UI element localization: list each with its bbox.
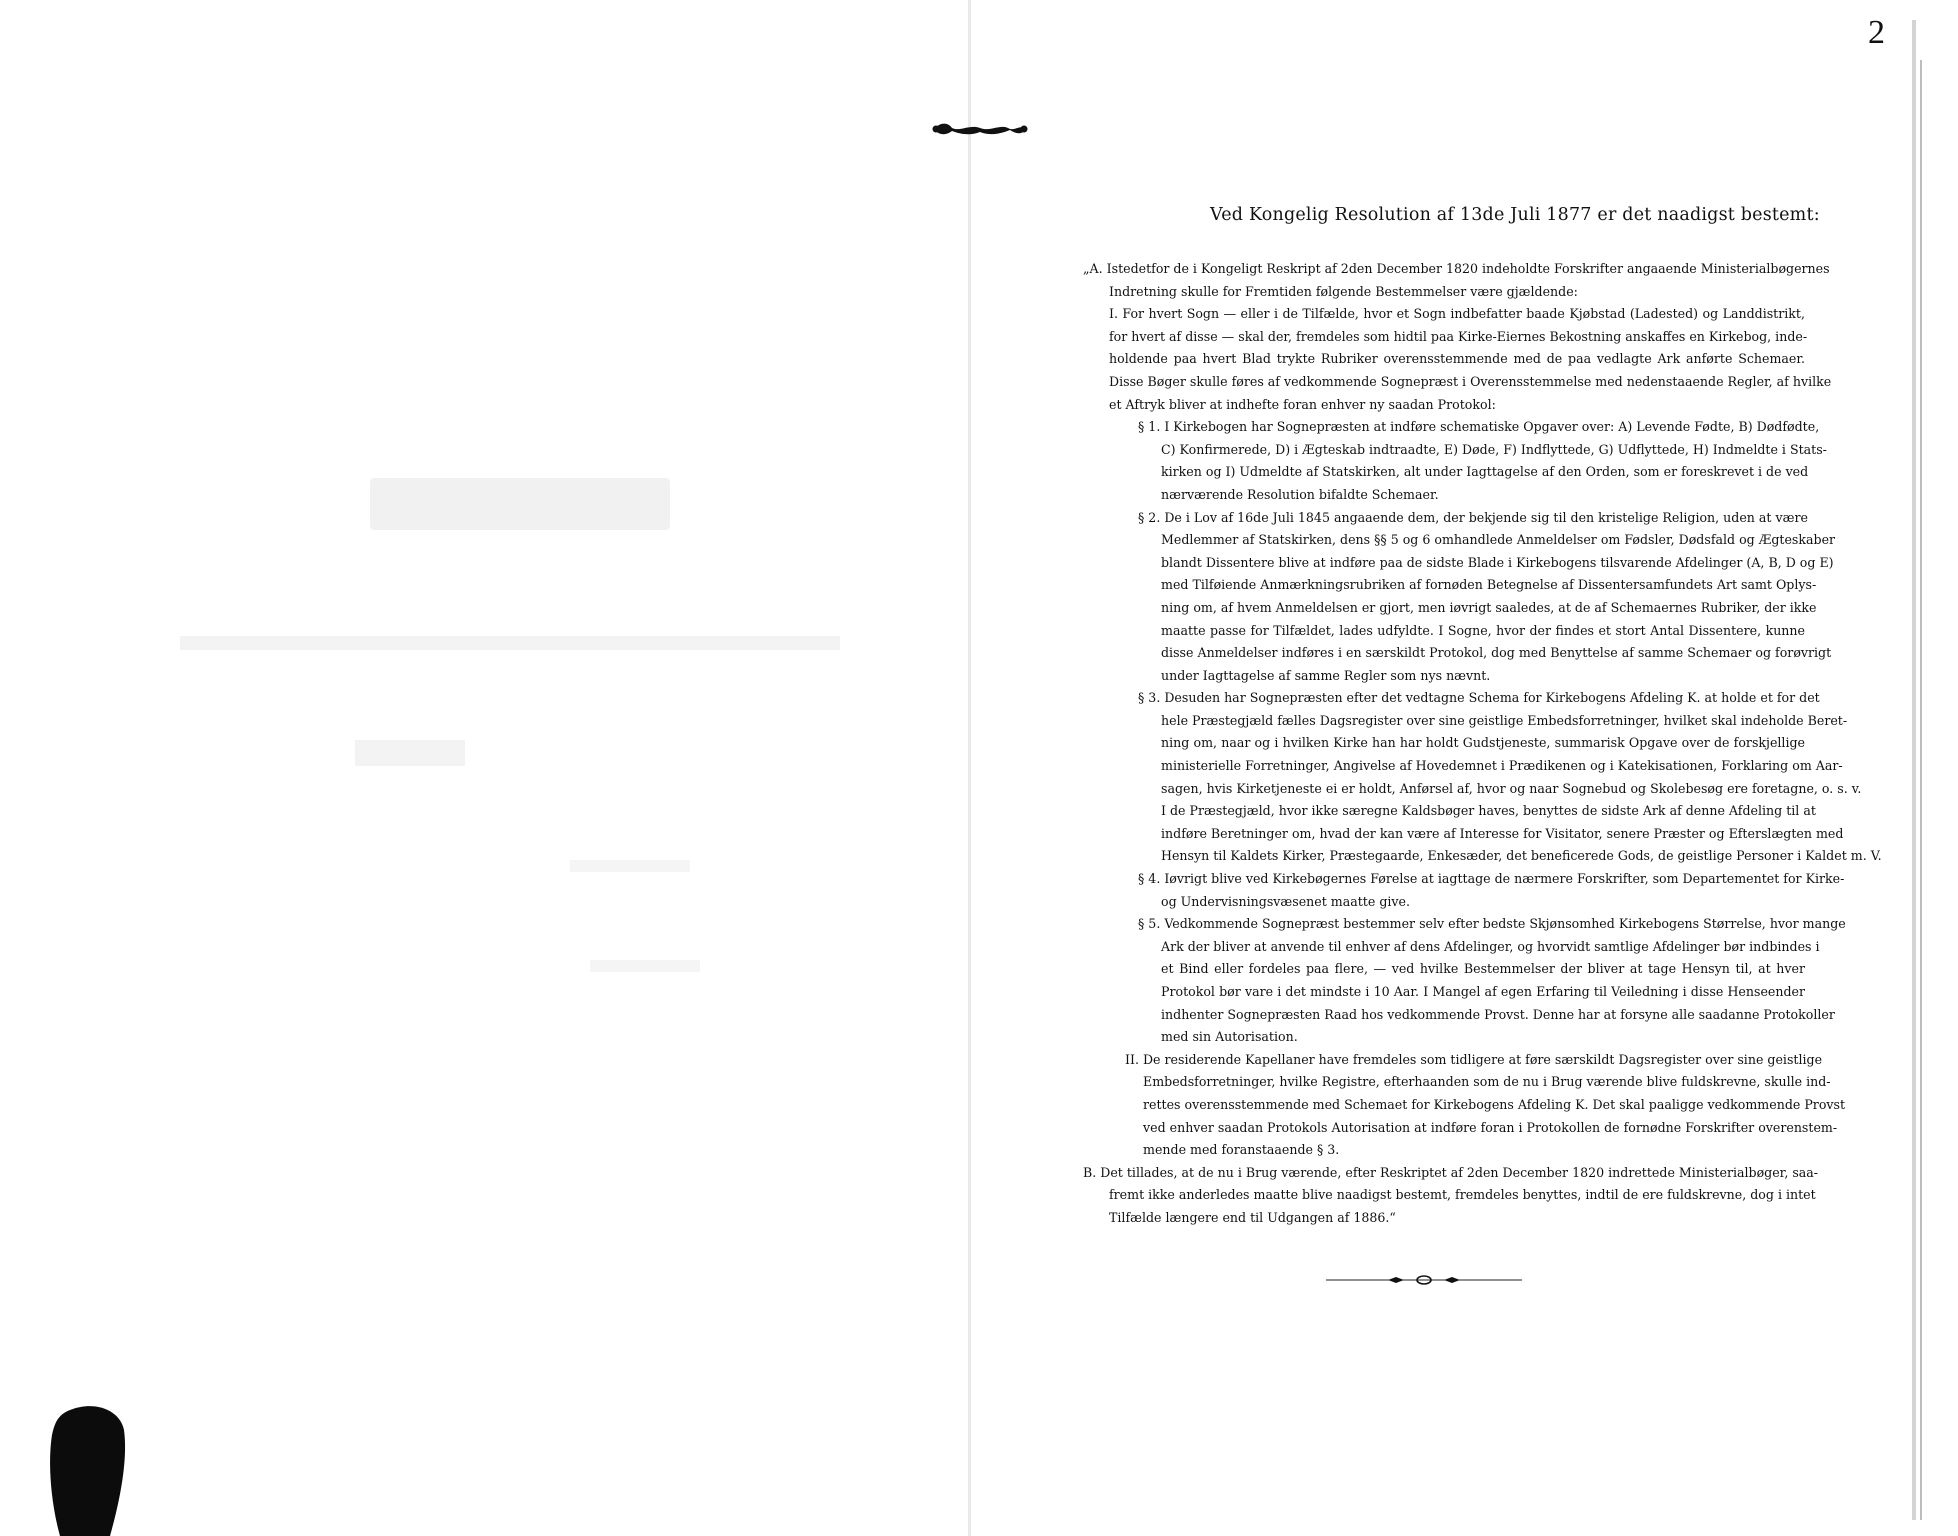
text-line: I. For hvert Sogn — eller i de Tilfælde, hvor et Sogn indbefatter baade Kjøbstad (Ladested) og Landdistrikt, bbox=[1109, 306, 1805, 322]
text-line: holdende paa hvert Blad trykte Rubriker overensstemmende med de paa vedlagte Ark anførte Schemaer. bbox=[1109, 351, 1805, 367]
text-line: under Iagttagelse af samme Regler som nys nævnt. bbox=[1161, 667, 1491, 683]
page-edge bbox=[1912, 20, 1916, 1520]
show-through-ghost bbox=[370, 478, 670, 530]
resolution-heading: Ved Kongelig Resolution af 13de Juli 1877 er det naadigst bestemt: bbox=[1210, 205, 1820, 225]
text-line: Ark der bliver at anvende til enhver af dens Afdelinger, og hvorvidt samtlige Afdelinger bør indbindes i bbox=[1161, 938, 1820, 954]
text-line: § 4. Iøvrigt blive ved Kirkebøgernes Førelse at iagttage de nærmere Forskrifter, som Departementet for Kirke- bbox=[1138, 871, 1845, 887]
text-line: med sin Autorisation. bbox=[1161, 1029, 1298, 1045]
text-line: ved enhver saadan Protokols Autorisation at indføre foran i Protokollen de fornødne Forskrifter overenstem- bbox=[1143, 1119, 1838, 1135]
text-line: hele Præstegjæld fælles Dagsregister over sine geistlige Embedsforretninger, hvilket skal indeholde Beret- bbox=[1161, 712, 1848, 728]
paragraph-4 bbox=[1083, 868, 1845, 913]
text-line: disse Anmeldelser indføres i en særskildt Protokol, dog med Benyttelse af samme Schemaer og forøvrigt bbox=[1161, 645, 1832, 661]
section-II bbox=[1083, 1049, 1846, 1162]
text-line: ministerielle Forretninger, Angivelse af Hovedemnet i Prædikenen og i Katekisationen, Forklaring om Aar- bbox=[1161, 758, 1843, 774]
scan-corner-blot bbox=[40, 1400, 130, 1536]
paragraph-2 bbox=[1083, 507, 1836, 688]
text-line: I de Præstegjæld, hvor ikke særegne Kaldsbøger haves, benyttes de sidste Ark af denne Afdeling til at bbox=[1161, 803, 1816, 819]
page-edge-inner bbox=[1920, 60, 1922, 1520]
text-line: maatte passe for Tilfældet, lades udfyldte. I Sogne, hvor der findes et stort Antal Dissentere, kunne bbox=[1161, 622, 1805, 638]
show-through-ghost bbox=[355, 740, 465, 766]
text-line: indhenter Sognepræsten Raad hos vedkommende Provst. Denne har at forsyne alle saadanne Protokoller bbox=[1161, 1006, 1835, 1022]
text-line: Embedsforretninger, hvilke Registre, efterhaanden som de nu i Brug værende blive fuldskrevne, skulle ind- bbox=[1143, 1074, 1831, 1090]
text-line: § 3. Desuden har Sognepræsten efter det vedtagne Schema for Kirkebogens Afdeling K. at holde et for det bbox=[1138, 690, 1820, 706]
section-A bbox=[1083, 258, 1830, 303]
page-number: 2 bbox=[1868, 14, 1885, 51]
text-line: Medlemmer af Statskirken, dens §§ 5 og 6 omhandlede Anmeldelser om Fødsler, Dødsfald og Ægteskaber bbox=[1161, 532, 1836, 548]
text-line: B. Det tillades, at de nu i Brug værende, efter Reskriptet af 2den December 1820 indrettede Ministerialbøger, saa- bbox=[1083, 1164, 1819, 1180]
text-line: § 1. I Kirkebogen har Sognepræsten at indføre schematiske Opgaver over: A) Levende Fødte, B) Dødfødte, bbox=[1138, 419, 1820, 435]
text-line: et Bind eller fordeles paa flere, — ved hvilke Bestemmelser der bliver at tage Hensyn til, at hver bbox=[1161, 961, 1805, 977]
book-gutter bbox=[968, 0, 971, 1536]
paragraph-5 bbox=[1083, 913, 1846, 1049]
text-line: fremt ikke anderledes maatte blive naadigst bestemt, fremdeles benyttes, indtil de ere fuldskrevne, dog i intet bbox=[1109, 1187, 1816, 1203]
paragraph-3 bbox=[1083, 687, 1882, 868]
text-line: Protokol bør vare i det mindste i 10 Aar. I Mangel af egen Erfaring til Veiledning i disse Henseender bbox=[1161, 984, 1805, 999]
text-line: kirken og I) Udmeldte af Statskirken, alt under Iagttagelse af den Orden, som er foreskrevet i de ved bbox=[1161, 464, 1809, 480]
show-through-ghost bbox=[570, 860, 690, 872]
text-line: og Undervisningsvæsenet maatte give. bbox=[1161, 893, 1410, 909]
text-line: § 5. Vedkommende Sognepræst bestemmer selv efter bedste Skjønsomhed Kirkebogens Størrelse, hvor mange bbox=[1138, 916, 1846, 932]
text-line: Tilfælde længere end til Udgangen af 1886.“ bbox=[1109, 1209, 1396, 1225]
text-line: ning om, af hvem Anmeldelsen er gjort, men iøvrigt saaledes, at de af Schemaernes Rubriker, der ikke bbox=[1161, 599, 1817, 615]
text-line: Hensyn til Kaldets Kirker, Præstegaarde, Enkesæder, det beneficerede Gods, de geistlige Personer i Kaldet m. V. bbox=[1161, 848, 1882, 864]
show-through-ghost bbox=[590, 960, 700, 972]
paragraph-1 bbox=[1083, 416, 1827, 506]
text-line: indføre Beretninger om, hvad der kan være af Interesse for Visitator, senere Præster og Efterslægten med bbox=[1161, 825, 1844, 841]
text-line: C) Konfirmerede, D) i Ægteskab indtraadte, E) Døde, F) Indflyttede, G) Udflyttede, H) Indmeldte i Stats- bbox=[1161, 441, 1827, 457]
text-line: nærværende Resolution bifaldte Schemaer. bbox=[1161, 486, 1439, 502]
section-B bbox=[1083, 1162, 1819, 1230]
text-line: ning om, naar og i hvilken Kirke han har holdt Gudstjeneste, summarisk Opgave over de forskjellige bbox=[1161, 735, 1805, 751]
show-through-ghost bbox=[180, 636, 840, 650]
text-line: mende med foranstaaende § 3. bbox=[1143, 1142, 1340, 1158]
text-line: II. De residerende Kapellaner have fremdeles som tidligere at føre særskildt Dagsregister over sine geistlige bbox=[1125, 1051, 1823, 1067]
text-line: Disse Bøger skulle føres af vedkommende Sognepræst i Overensstemmelse med nedenstaaende Regler, af hvilke bbox=[1109, 373, 1832, 389]
section-I bbox=[1083, 303, 1832, 416]
text-line: sagen, hvis Kirketjeneste ei er holdt, Anførsel af, hvor og naar Sognebud og Skolebesøg ere foretagne, o. s. v. bbox=[1161, 780, 1862, 796]
text-line: med Tilføiende Anmærkningsrubriken af fornøden Betegnelse af Dissentersamfundets Art samt Oplys- bbox=[1161, 577, 1817, 593]
resolution-body bbox=[1083, 258, 1882, 1230]
ornament-divider bbox=[1326, 1274, 1522, 1286]
text-line: et Aftryk bliver at indhefte foran enhver ny saadan Protokol: bbox=[1109, 396, 1496, 412]
text-line: „A. Istedetfor de i Kongeligt Reskript af 2den December 1820 indeholdte Forskrifter angaaende Ministerialbøgernes bbox=[1083, 261, 1830, 276]
text-line: blandt Dissentere blive at indføre paa de sidste Blade i Kirkebogens tilsvarende Afdelinger (A, B, D og E) bbox=[1161, 554, 1834, 570]
text-line: Indretning skulle for Fremtiden følgende Bestemmelser være gjældende: bbox=[1109, 283, 1578, 299]
text-line: for hvert af disse — skal der, fremdeles som hidtil paa Kirke-Eiernes Bekostning anskaffes en Kirkebog, inde- bbox=[1109, 328, 1808, 344]
text-line: § 2. De i Lov af 16de Juli 1845 angaaende dem, der bekjende sig til den kristelige Religion, uden at være bbox=[1138, 509, 1808, 525]
ornament-flourish bbox=[930, 118, 1030, 140]
text-line: rettes overensstemmende med Schemaet for Kirkebogens Afdeling K. Det skal paaligge vedkommende Provst bbox=[1143, 1096, 1846, 1112]
